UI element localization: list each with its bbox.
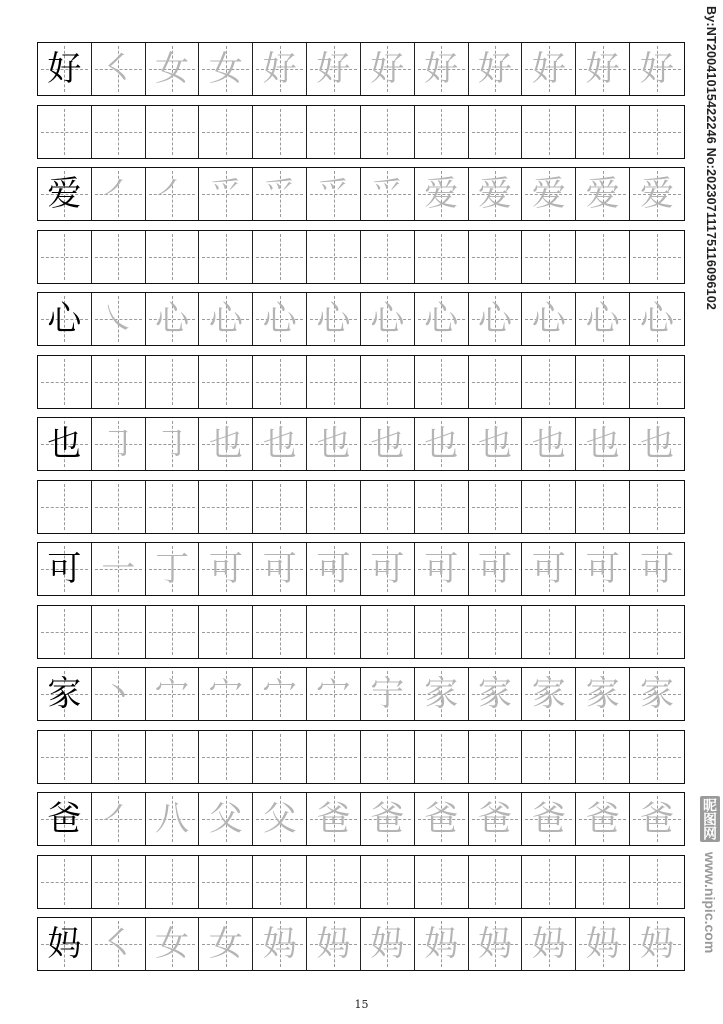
trace-cell — [253, 543, 307, 595]
trace-cell — [522, 418, 576, 470]
blank-cell — [361, 106, 415, 158]
trace-character: 妈 — [478, 924, 513, 964]
trace-cell — [576, 43, 630, 95]
blank-cell — [253, 481, 307, 533]
blank-cell — [361, 606, 415, 658]
trace-cell — [146, 543, 200, 595]
trace-character: 父 — [208, 799, 243, 839]
trace-character: 妈 — [585, 924, 620, 964]
blank-cell — [146, 231, 200, 283]
trace-character: 好 — [424, 49, 459, 89]
trace-character: 可 — [208, 549, 243, 589]
trace-character: 妈 — [370, 924, 405, 964]
nipic-logo: 昵图网 — [702, 798, 718, 840]
character-row-0 — [37, 42, 685, 96]
blank-cell — [576, 356, 630, 408]
trace-cell — [415, 543, 469, 595]
trace-cell — [253, 418, 307, 470]
blank-cell — [253, 231, 307, 283]
blank-cell — [38, 856, 92, 908]
trace-cell — [92, 168, 146, 220]
model-cell — [38, 418, 92, 470]
character-row-6 — [37, 792, 685, 846]
blank-cell — [469, 106, 523, 158]
blank-cell — [469, 606, 523, 658]
trace-character: 丁 — [155, 549, 190, 589]
trace-cell — [307, 793, 361, 845]
blank-practice-row — [37, 105, 685, 159]
trace-character: 也 — [262, 424, 297, 464]
model-character: 好 — [47, 49, 82, 89]
trace-cell — [415, 668, 469, 720]
blank-cell — [630, 731, 684, 783]
blank-cell — [415, 231, 469, 283]
blank-cell — [630, 856, 684, 908]
blank-cell — [522, 106, 576, 158]
blank-cell — [92, 481, 146, 533]
trace-cell — [361, 918, 415, 970]
blank-cell — [469, 356, 523, 408]
trace-cell — [576, 418, 630, 470]
trace-cell — [361, 293, 415, 345]
blank-cell — [361, 231, 415, 283]
trace-cell — [307, 543, 361, 595]
trace-character: 可 — [531, 549, 566, 589]
model-cell — [38, 918, 92, 970]
watermark-code: By:NT20041015422246 No:20230711175116096102 — [704, 6, 718, 310]
blank-cell — [469, 731, 523, 783]
blank-cell — [469, 231, 523, 283]
blank-cell — [630, 106, 684, 158]
trace-cell — [146, 43, 200, 95]
trace-cell — [415, 168, 469, 220]
trace-character: 好 — [531, 49, 566, 89]
trace-cell — [199, 168, 253, 220]
blank-cell — [146, 356, 200, 408]
trace-cell — [92, 793, 146, 845]
trace-character: 也 — [478, 424, 513, 464]
trace-character: 家 — [585, 674, 620, 714]
trace-cell — [199, 793, 253, 845]
trace-cell — [469, 168, 523, 220]
character-row-5 — [37, 667, 685, 721]
blank-cell — [307, 856, 361, 908]
trace-character: 女 — [208, 924, 243, 964]
trace-cell — [576, 668, 630, 720]
trace-character: 也 — [208, 424, 243, 464]
blank-cell — [522, 231, 576, 283]
blank-practice-row — [37, 605, 685, 659]
trace-character: 也 — [316, 424, 351, 464]
trace-character: 好 — [262, 49, 297, 89]
trace-cell — [146, 168, 200, 220]
trace-character: 妈 — [316, 924, 351, 964]
trace-character: 心 — [478, 299, 513, 339]
blank-cell — [92, 231, 146, 283]
blank-cell — [361, 856, 415, 908]
trace-character: 女 — [155, 924, 190, 964]
blank-cell — [38, 731, 92, 783]
trace-cell — [146, 418, 200, 470]
trace-cell — [415, 43, 469, 95]
trace-character: 宁 — [370, 674, 405, 714]
trace-character: 也 — [370, 424, 405, 464]
trace-cell — [576, 918, 630, 970]
trace-character: 女 — [155, 49, 190, 89]
trace-cell — [253, 43, 307, 95]
model-cell — [38, 793, 92, 845]
trace-cell — [92, 918, 146, 970]
blank-practice-row — [37, 480, 685, 534]
model-character: 心 — [47, 299, 82, 339]
trace-cell — [307, 293, 361, 345]
trace-character: 宀 — [316, 674, 351, 714]
trace-character: 好 — [370, 49, 405, 89]
trace-cell — [146, 293, 200, 345]
model-character: 爸 — [47, 799, 82, 839]
trace-character: 好 — [316, 49, 351, 89]
blank-cell — [469, 481, 523, 533]
blank-cell — [38, 231, 92, 283]
blank-cell — [38, 481, 92, 533]
trace-cell — [576, 793, 630, 845]
trace-cell — [469, 543, 523, 595]
blank-practice-row — [37, 730, 685, 784]
trace-cell — [522, 793, 576, 845]
blank-cell — [307, 481, 361, 533]
trace-cell — [307, 918, 361, 970]
character-row-7 — [37, 917, 685, 971]
blank-cell — [199, 731, 253, 783]
trace-character: 好 — [585, 49, 620, 89]
trace-cell — [146, 918, 200, 970]
blank-cell — [253, 856, 307, 908]
blank-cell — [146, 106, 200, 158]
trace-cell — [253, 918, 307, 970]
trace-character: 妈 — [424, 924, 459, 964]
model-character: 爱 — [47, 174, 82, 214]
blank-cell — [630, 481, 684, 533]
trace-cell — [630, 418, 684, 470]
blank-cell — [522, 356, 576, 408]
trace-cell — [630, 918, 684, 970]
trace-character: 也 — [640, 424, 675, 464]
trace-character: 爱 — [531, 174, 566, 214]
trace-character: 可 — [262, 549, 297, 589]
trace-cell — [361, 168, 415, 220]
trace-cell — [469, 793, 523, 845]
trace-character: ㇏ — [101, 299, 136, 339]
character-row-4 — [37, 542, 685, 596]
blank-cell — [361, 481, 415, 533]
trace-character: 家 — [478, 674, 513, 714]
trace-character: 八 — [155, 799, 190, 839]
blank-cell — [199, 231, 253, 283]
trace-character: ㇒ — [101, 799, 136, 839]
trace-cell — [307, 43, 361, 95]
trace-cell — [307, 668, 361, 720]
model-cell — [38, 668, 92, 720]
model-cell — [38, 543, 92, 595]
trace-character: 可 — [478, 549, 513, 589]
trace-character: 爸 — [370, 799, 405, 839]
blank-cell — [361, 731, 415, 783]
trace-character: 可 — [640, 549, 675, 589]
blank-cell — [38, 356, 92, 408]
trace-cell — [199, 918, 253, 970]
blank-cell — [92, 106, 146, 158]
trace-cell — [469, 918, 523, 970]
blank-cell — [469, 856, 523, 908]
trace-character: 家 — [640, 674, 675, 714]
trace-character: 心 — [585, 299, 620, 339]
blank-cell — [146, 606, 200, 658]
trace-cell — [361, 43, 415, 95]
trace-cell — [415, 418, 469, 470]
trace-character: ㇛ — [101, 49, 136, 89]
trace-character: ㇒ — [101, 174, 136, 214]
blank-cell — [92, 606, 146, 658]
blank-cell — [253, 606, 307, 658]
trace-character: 一 — [101, 549, 136, 589]
model-character: 家 — [47, 674, 82, 714]
blank-cell — [576, 106, 630, 158]
model-character: 妈 — [47, 924, 82, 964]
trace-cell — [146, 668, 200, 720]
blank-cell — [415, 731, 469, 783]
trace-cell — [92, 668, 146, 720]
trace-character: 心 — [424, 299, 459, 339]
trace-cell — [522, 168, 576, 220]
blank-cell — [307, 106, 361, 158]
trace-cell — [199, 293, 253, 345]
trace-character: 爱 — [585, 174, 620, 214]
trace-character: 爱 — [424, 174, 459, 214]
character-row-1 — [37, 167, 685, 221]
blank-cell — [522, 606, 576, 658]
blank-cell — [415, 106, 469, 158]
trace-character: 好 — [478, 49, 513, 89]
blank-cell — [199, 856, 253, 908]
trace-cell — [415, 793, 469, 845]
trace-character: 心 — [531, 299, 566, 339]
trace-character: 爸 — [640, 799, 675, 839]
blank-cell — [92, 356, 146, 408]
character-row-2 — [37, 292, 685, 346]
blank-cell — [522, 856, 576, 908]
trace-character: 爱 — [640, 174, 675, 214]
blank-cell — [38, 106, 92, 158]
blank-practice-row — [37, 855, 685, 909]
trace-cell — [92, 43, 146, 95]
trace-cell — [361, 543, 415, 595]
trace-character: 家 — [424, 674, 459, 714]
trace-character: 也 — [424, 424, 459, 464]
blank-cell — [630, 606, 684, 658]
trace-cell — [415, 293, 469, 345]
trace-character: 爸 — [424, 799, 459, 839]
trace-cell — [522, 918, 576, 970]
trace-character: 妈 — [531, 924, 566, 964]
trace-cell — [253, 168, 307, 220]
blank-cell — [415, 606, 469, 658]
trace-cell — [522, 293, 576, 345]
blank-cell — [576, 231, 630, 283]
trace-cell — [92, 543, 146, 595]
blank-cell — [146, 856, 200, 908]
trace-character: 宀 — [262, 674, 297, 714]
trace-character: 心 — [262, 299, 297, 339]
blank-cell — [253, 731, 307, 783]
trace-cell — [92, 418, 146, 470]
trace-character: 也 — [531, 424, 566, 464]
model-cell — [38, 293, 92, 345]
blank-cell — [199, 106, 253, 158]
trace-cell — [146, 793, 200, 845]
blank-cell — [146, 731, 200, 783]
trace-character: 妈 — [262, 924, 297, 964]
blank-cell — [38, 606, 92, 658]
trace-character: ㇆ — [101, 424, 136, 464]
trace-cell — [630, 543, 684, 595]
trace-character: 可 — [316, 549, 351, 589]
trace-cell — [576, 543, 630, 595]
trace-character: 爱 — [478, 174, 513, 214]
trace-cell — [253, 293, 307, 345]
trace-character: 心 — [640, 299, 675, 339]
trace-cell — [630, 293, 684, 345]
blank-cell — [576, 856, 630, 908]
trace-cell — [630, 668, 684, 720]
blank-cell — [415, 356, 469, 408]
nipic-url: www.nipic.com — [702, 851, 718, 954]
trace-cell — [307, 418, 361, 470]
blank-cell — [576, 481, 630, 533]
blank-cell — [307, 731, 361, 783]
blank-cell — [415, 856, 469, 908]
trace-character: 爫 — [316, 174, 351, 214]
trace-character: 家 — [531, 674, 566, 714]
trace-character: 爸 — [531, 799, 566, 839]
trace-cell — [630, 43, 684, 95]
trace-character: ㇆ — [155, 424, 190, 464]
blank-cell — [630, 231, 684, 283]
blank-cell — [307, 606, 361, 658]
trace-character: 爫 — [370, 174, 405, 214]
blank-practice-row — [37, 355, 685, 409]
trace-character: 心 — [370, 299, 405, 339]
character-row-3 — [37, 417, 685, 471]
blank-cell — [307, 356, 361, 408]
trace-cell — [199, 543, 253, 595]
trace-cell — [199, 43, 253, 95]
trace-cell — [361, 793, 415, 845]
blank-cell — [146, 481, 200, 533]
blank-cell — [92, 731, 146, 783]
trace-character: ㇛ — [101, 924, 136, 964]
trace-cell — [361, 418, 415, 470]
trace-character: 爫 — [262, 174, 297, 214]
blank-cell — [522, 731, 576, 783]
trace-character: 好 — [640, 49, 675, 89]
trace-character: 丶 — [101, 674, 136, 714]
trace-cell — [576, 168, 630, 220]
blank-cell — [253, 106, 307, 158]
trace-cell — [576, 293, 630, 345]
blank-cell — [522, 481, 576, 533]
trace-character: 可 — [424, 549, 459, 589]
trace-character: 爸 — [585, 799, 620, 839]
watermark-site — [696, 796, 720, 1018]
trace-cell — [469, 43, 523, 95]
trace-character: 也 — [585, 424, 620, 464]
trace-character: 心 — [208, 299, 243, 339]
blank-cell — [92, 856, 146, 908]
blank-cell — [576, 731, 630, 783]
trace-character: 父 — [262, 799, 297, 839]
trace-cell — [630, 168, 684, 220]
trace-cell — [469, 293, 523, 345]
trace-cell — [307, 168, 361, 220]
trace-character: 宀 — [155, 674, 190, 714]
blank-cell — [199, 606, 253, 658]
blank-cell — [630, 356, 684, 408]
blank-practice-row — [37, 230, 685, 284]
trace-character: 爫 — [208, 174, 243, 214]
blank-cell — [307, 231, 361, 283]
trace-character: 心 — [316, 299, 351, 339]
trace-character: 宀 — [208, 674, 243, 714]
blank-cell — [576, 606, 630, 658]
trace-character: 女 — [208, 49, 243, 89]
trace-cell — [522, 43, 576, 95]
trace-cell — [522, 543, 576, 595]
trace-cell — [415, 918, 469, 970]
blank-cell — [199, 356, 253, 408]
blank-cell — [253, 356, 307, 408]
blank-cell — [199, 481, 253, 533]
trace-cell — [630, 793, 684, 845]
trace-cell — [253, 668, 307, 720]
trace-character: 爸 — [478, 799, 513, 839]
trace-cell — [253, 793, 307, 845]
trace-character: 可 — [370, 549, 405, 589]
trace-cell — [469, 668, 523, 720]
model-character: 也 — [47, 424, 82, 464]
blank-cell — [361, 356, 415, 408]
trace-cell — [522, 668, 576, 720]
trace-cell — [199, 668, 253, 720]
trace-character: 爸 — [316, 799, 351, 839]
model-cell — [38, 43, 92, 95]
trace-character: 妈 — [640, 924, 675, 964]
blank-cell — [415, 481, 469, 533]
trace-character: 可 — [585, 549, 620, 589]
trace-cell — [361, 668, 415, 720]
trace-cell — [469, 418, 523, 470]
model-cell — [38, 168, 92, 220]
trace-character: ㇒ — [155, 174, 190, 214]
trace-cell — [199, 418, 253, 470]
model-character: 可 — [47, 549, 82, 589]
trace-character: 心 — [155, 299, 190, 339]
trace-cell — [92, 293, 146, 345]
page-number: 15 — [354, 998, 369, 1011]
